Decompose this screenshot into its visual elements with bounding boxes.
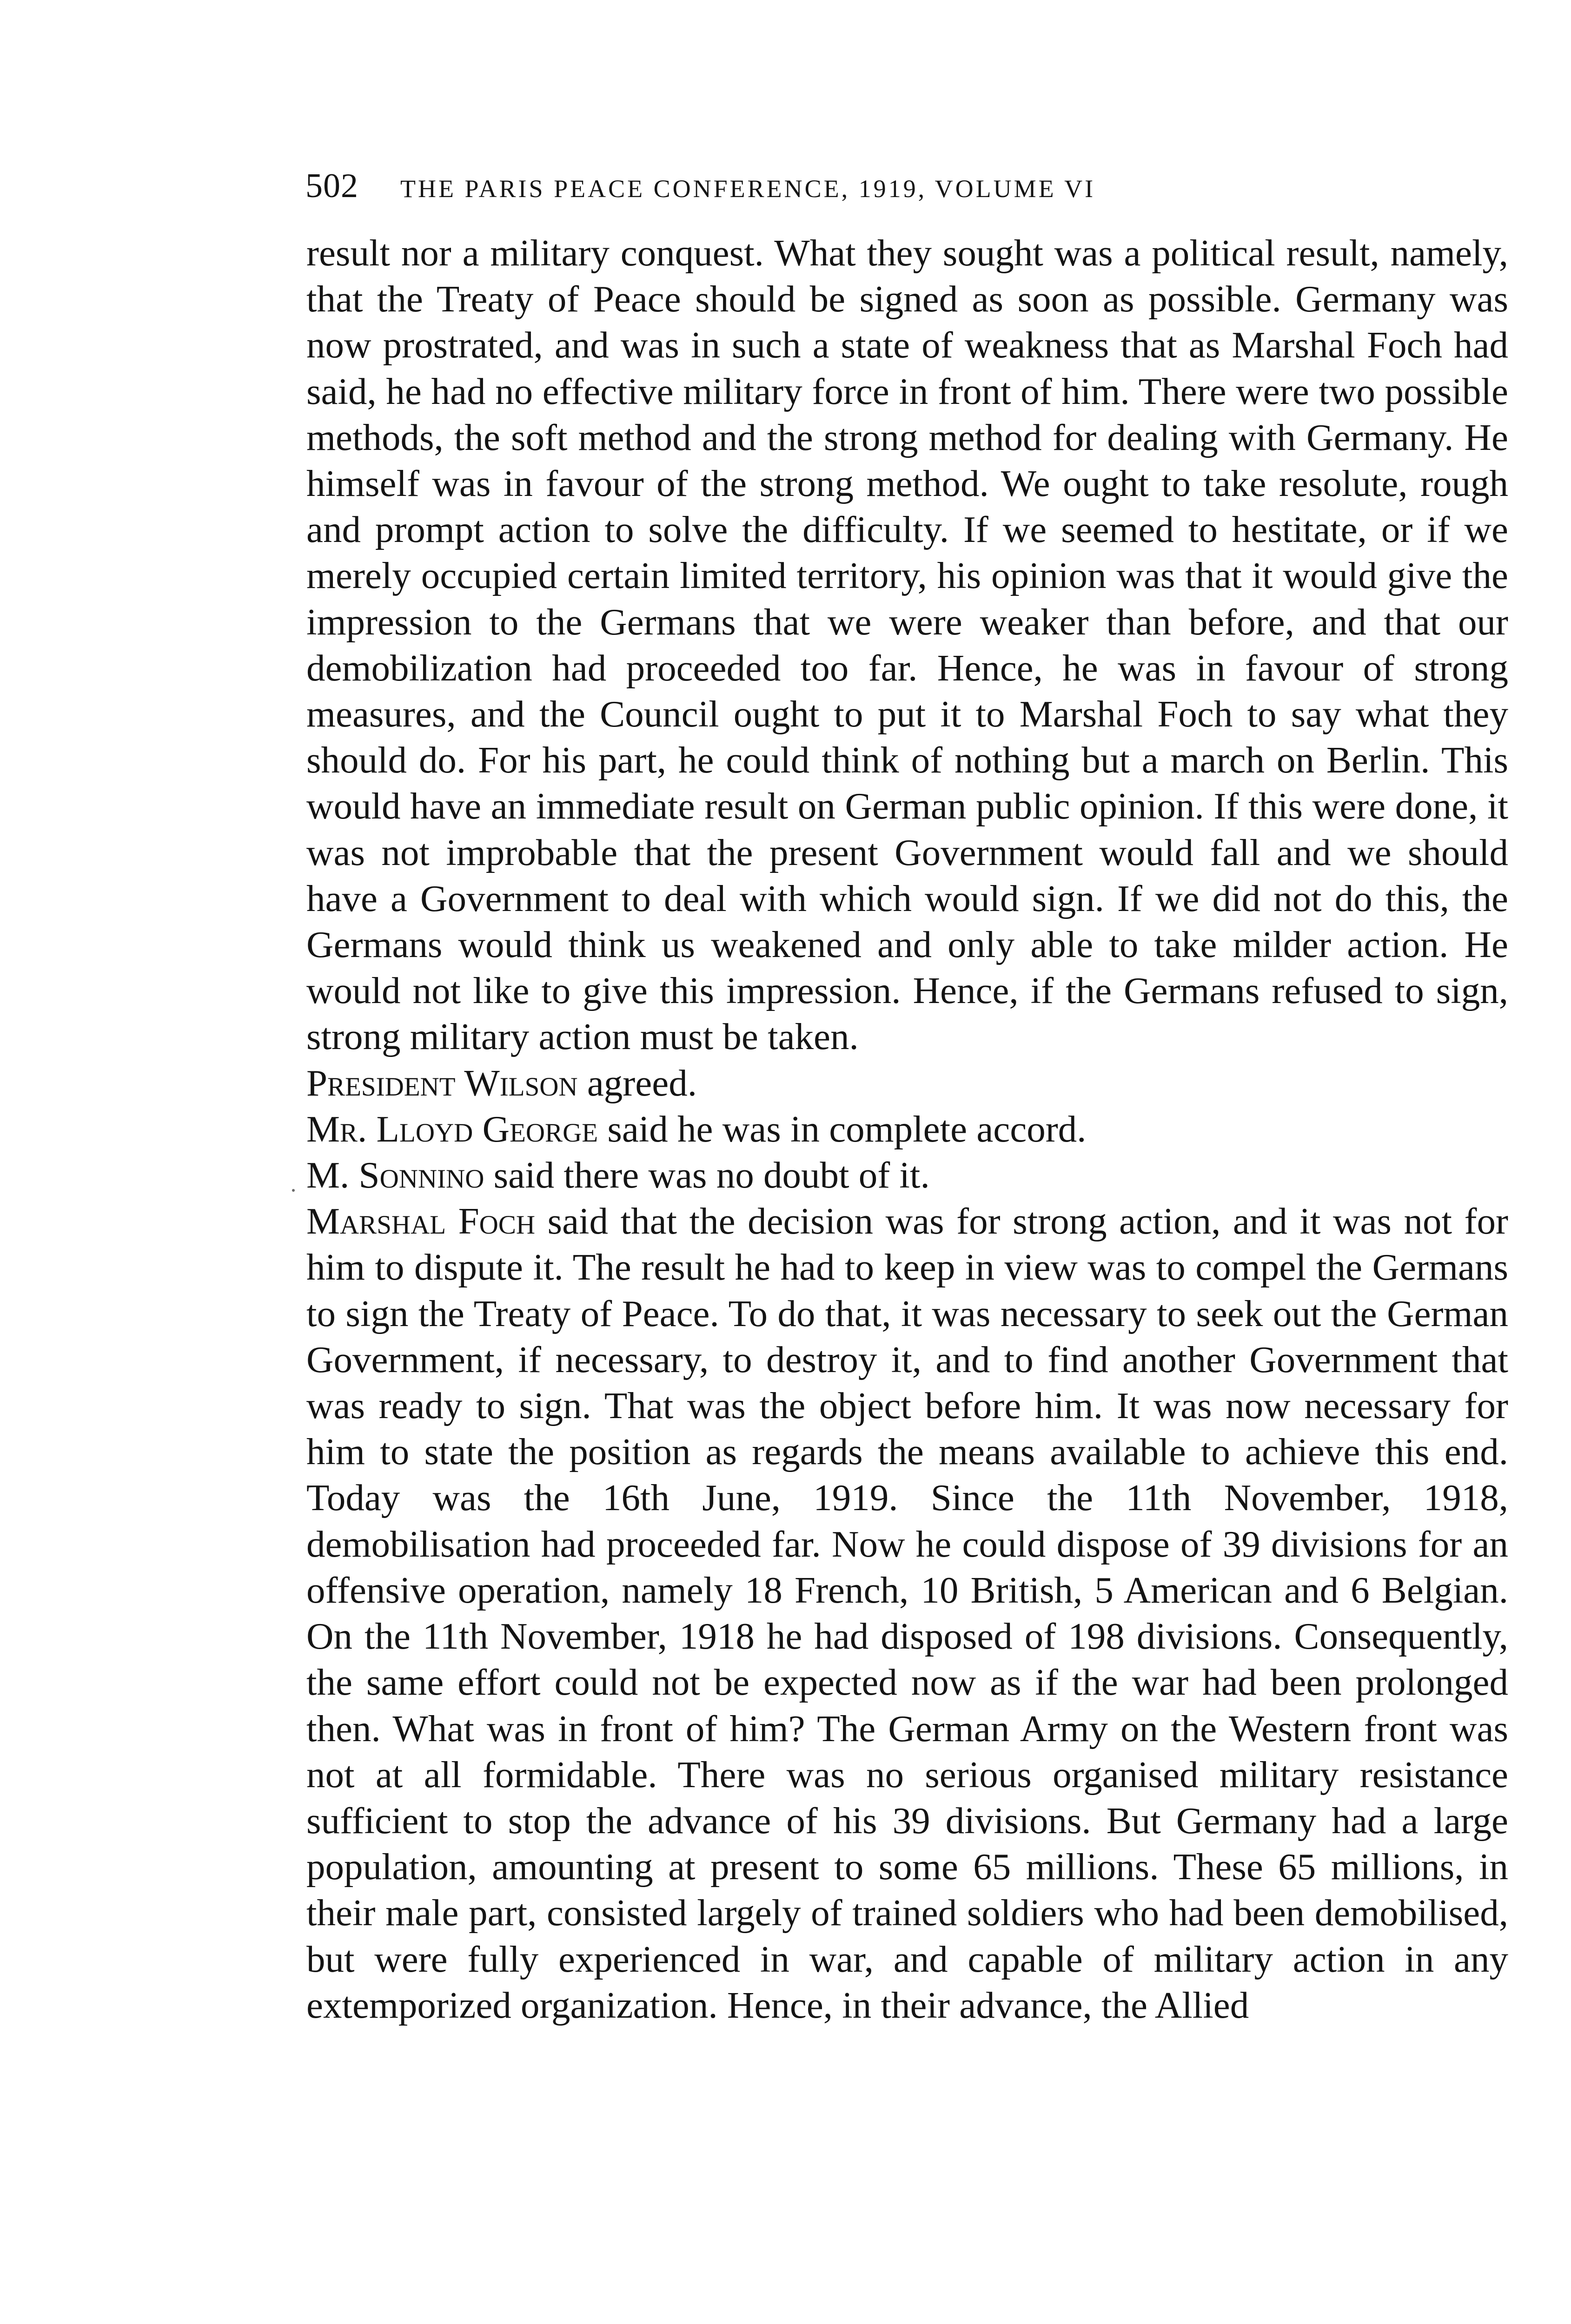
paragraph-text: said he was in complete accord. [598,1108,1087,1150]
paragraph-continuation: result nor a military conquest. What they sought was a political result, namely, that the Treaty of Peace should be signed as soon as possible. Germany was now prostrated, and was in such a state of weakness that as Marshal Foch had said, he had no effective military force in front of him. There were two possible methods, the soft method and the strong method for dealing with Germany. He himself was in favour of the strong method. We ought to take resolute, rough and prompt action to solve the difficulty. If we seemed to hestitate, or if we merely occupied certain limited territory, his opinion was that it would give the impression to the Germans that we were weaker than before, and that our demobilization had proceeded too far. Hence, he was in favour of strong measures, and the Council ought to put it to Marshal Foch to say what they should do. For his part, he could think of nothing but a march on Berlin. This would have an immediate result on German public opinion. If this were done, it was not improbable that the present Government would fall and we should have a Government to deal with which would sign. If we did not do this, the Germans would think us weakened and only able to take milder action. He would not like to give this impression. Hence, if the Germans refused to sign, strong military action must be taken. [306,232,1508,1058]
paragraph-text: said there was no doubt of it. [484,1154,930,1196]
page-number: 502 [305,167,358,205]
paragraph-sonnino [306,1152,1508,1198]
running-head: THE PARIS PEACE CONFERENCE, 1919, VOLUME VI [400,175,1096,203]
paragraph-foch [306,1198,1508,2028]
page-header [305,166,1356,213]
paragraph-text: agreed. [577,1062,697,1104]
paragraph-wilson [306,1060,1508,1106]
speaker-name: Mr. Lloyd George [306,1108,598,1150]
paragraph-text: said that the decision was for strong action, and it was not for him to dispute it. The result he had to keep in view was to compel the Germans to sign the Treaty of Peace. To do that, it was necessary to seek out the German Government, if necessary, to destroy it, and to find another Government that was ready to sign. That was the object before him. It was now necessary for him to state the position as regards the means available to achieve this end. Today was the 16th June, 1919. Since the 11th November, 1918, demobilisation had proceeded far. Now he could dispose of 39 divisions for an offensive operation, namely 18 French, 10 British, 5 American and 6 Belgian. On the 11th November, 1918 he had disposed of 198 divisions. Consequently, the same effort could not be expected now as if the war had been prolonged then. What was in front of him? The German Army on the Western front was not at all formidable. There was no serious organised military resistance sufficient to stop the advance of his 39 divisions. But Germany had a large population, amounting at present to some 65 millions. These 65 millions, in their male part, consisted largely of trained soldiers who had been demobilised, but were fully experienced in war, and capable of military action in any extemporized organization. Hence, in their advance, the Allied [306,1200,1508,2026]
scan-speck [292,1189,295,1192]
speaker-name: M. Sonnino [306,1154,484,1196]
speaker-name: President Wilson [306,1062,578,1104]
paragraph-lloyd-george [306,1106,1508,1152]
speaker-name: Marshal Foch [306,1200,535,1242]
body-text [306,230,1508,2028]
